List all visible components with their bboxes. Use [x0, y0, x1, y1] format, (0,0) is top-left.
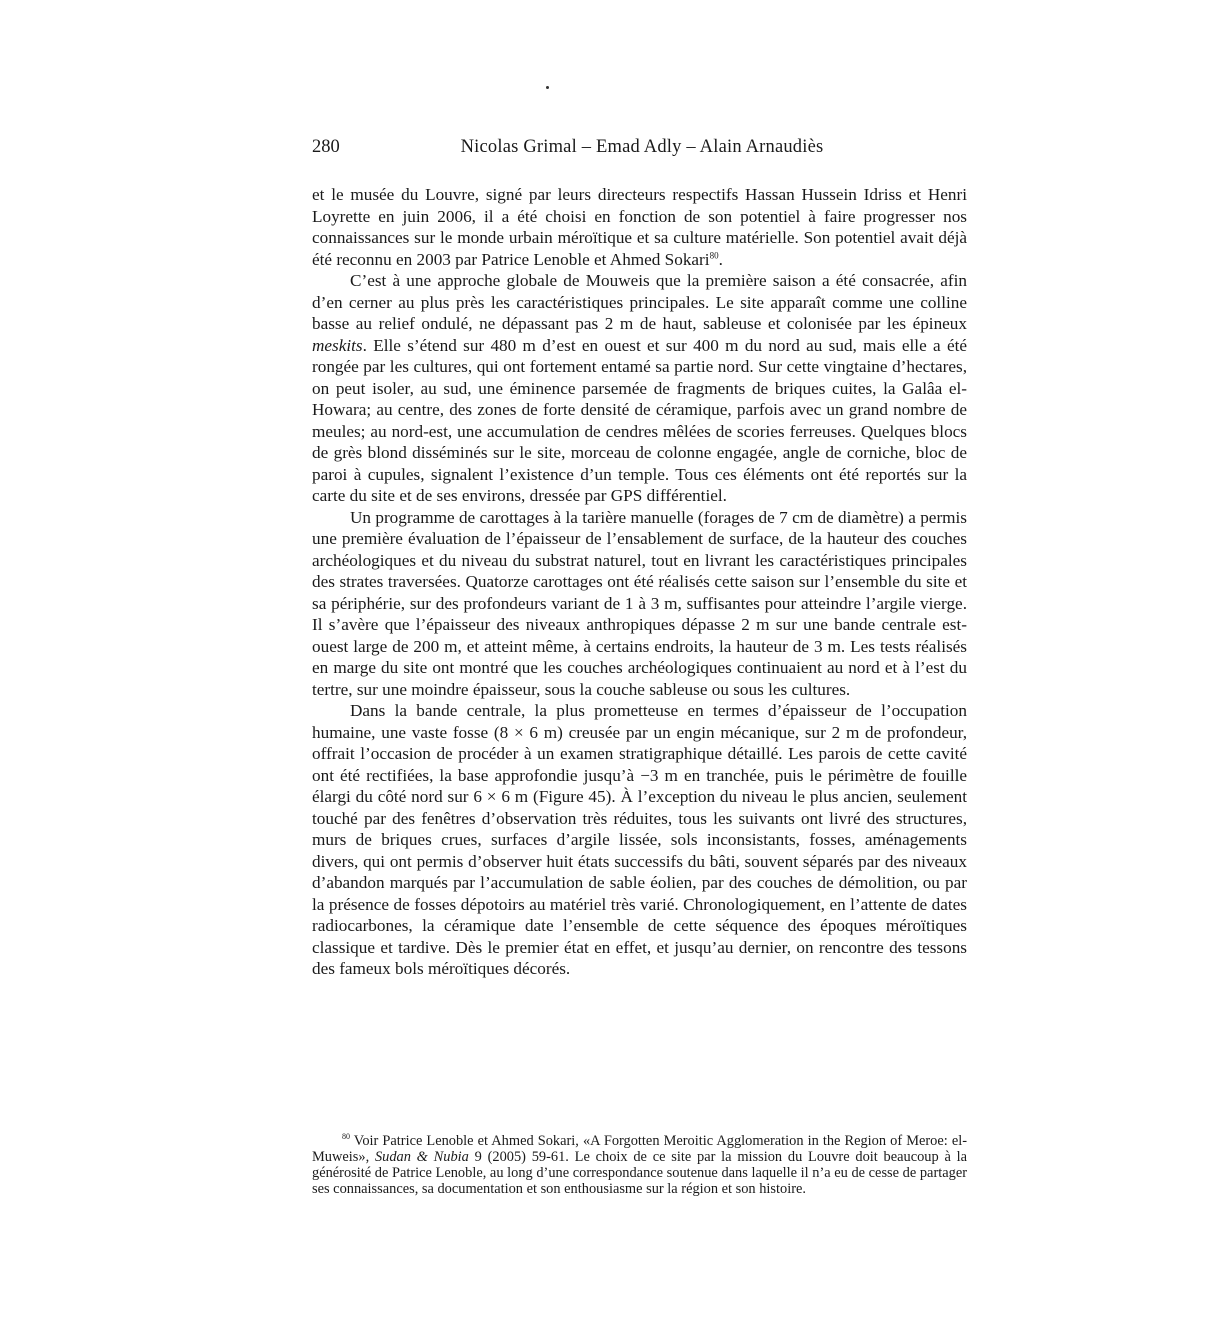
page-number: 280 [312, 137, 340, 157]
paragraph-2 [312, 270, 967, 507]
footnote-80 [312, 1133, 967, 1197]
footnote-journal-title: Sudan & Nubia [374, 1149, 469, 1165]
paragraph-1-end: . [718, 249, 723, 269]
paragraph-1 [312, 184, 967, 270]
paragraph-4: Dans la bande centrale, la plus prometteuse en termes d’épaisseur de l’occupation humaine, une vaste fosse (8 × 6 m) creusée par un engin mécanique, sur 2 m de profondeur, offrait l’occasion de procéder à un examen stratigraphique détaillé. Les parois de cette cavité ont été rectifiées, la base approfondie jusqu’à −3 m en tranchée, puis le périmètre de fouille élargi du côté nord sur 6 × 6 m (Figure 45). À l’exception du niveau le plus ancien, seulement touché par des fenêtres d’observation très réduites, tous les suivants ont livré des structures, murs de briques crues, surfaces d’argile lissée, sols inconsistants, fosses, aménagements divers, qui ont permis d’observer huit états successifs du bâti, souvent séparés par des niveaux d’abandon marqués par l’accumulation de sable éolien, par des couches de démolition, ou par la présence de fosses dépotoirs au matériel très varié. Chronologiquement, en l’attente de dates radiocarbones, la céramique date l’ensemble de cette séquence des époques méroïtiques classique et tardive. Dès le premier état en effet, et jusqu’au dernier, on rencontre des tessons des fameux bols méroïtiques décorés. [312, 701, 967, 978]
print-speck [546, 86, 549, 89]
body-text [312, 184, 967, 980]
header-authors: Nicolas Grimal – Emad Adly – Alain Arnaudiès [460, 137, 824, 157]
paragraph-2-text: C’est à une approche globale de Mouweis que la première saison a été consacrée, afin d’en cerner au plus près les caractéristiques principales. Le site apparaît comme une colline basse au relief ondulé, ne dépassant pas 2 m de haut, sableuse et colonisée par les épineux [312, 271, 967, 333]
paragraph-2-italic-term: meskits [312, 335, 363, 355]
paragraph-2-text-end: . Elle s’étend sur 480 m d’est en ouest et sur 400 m du nord au sud, mais elle a été rongée par les cultures, qui ont fortement entamé sa partie nord. Sur cette vingtaine d’hectares, on peut isoler, au sud, une éminence parsemée de fragments de briques cuites, la Galâa el-Howara; au centre, des zones de forte densité de céramique, parfois avec un grand nombre de meules; au nord-est, une accumulation de cendres mêlées de scories ferreuses. Quelques blocs de grès blond disséminés sur le site, morceau de colonne engagée, angle de corniche, bloc de paroi à cupules, signalent l’existence d’un temple. Tous ces éléments ont été reportés sur la carte du site et de ses environs, dressée par GPS différentiel. [312, 335, 967, 505]
footnote-ref-80[interactable]: 80 [709, 249, 719, 260]
paragraph-1-text: et le musée du Louvre, signé par leurs directeurs respectifs Hassan Hussein Idriss et Henri Loyrette en juin 2006, il a été choisi en fonction de son potentiel à faire progresser nos connaissances sur le monde urbain méroïtique et sa culture matérielle. Son potentiel avait déjà été reconnu en 2003 par Patrice Lenoble et Ahmed Sokari [312, 185, 967, 269]
running-header [312, 133, 967, 161]
footnote-number: 80 [342, 1132, 350, 1142]
footnotes [312, 1133, 967, 1197]
paragraph-3: Un programme de carottages à la tarière manuelle (forages de 7 cm de diamètre) a permis une première évaluation de l’épaisseur de l’ensablement de surface, de la hauteur des couches archéologiques et du niveau du substrat naturel, tout en livrant les caractéristiques principales des strates traversées. Quatorze carottages ont été réalisés cette saison sur l’ensemble du site et sa périphérie, sur des profondeurs variant de 1 à 3 m, suffisantes pour atteindre l’argile vierge. Il s’avère que l’épaisseur des niveaux anthropiques dépasse 2 m sur une bande centrale est-ouest large de 200 m, et atteint même, à certains endroits, la hauteur de 3 m. Les tests réalisés en marge du site ont montré que les couches archéologiques continuaient au nord et à l’est du tertre, sur une moindre épaisseur, sous la couche sableuse ou sous les cultures. [312, 507, 967, 699]
footnote-text: Voir Patrice Lenoble et Ahmed Sokari, «A Forgotten Meroitic Agglomeration in the Region of Meroe: el-Muweis», [312, 1133, 967, 1165]
footnote-text-end: 9 (2005) 59-61. Le choix de ce site par la mission du Louvre doit beaucoup à la générosité de Patrice Lenoble, au long d’une correspondance soutenue dans laquelle il n’a eu de cesse de partager ses connaissances, sa documentation et son enthousiasme sur la région et son histoire. [312, 1149, 967, 1197]
